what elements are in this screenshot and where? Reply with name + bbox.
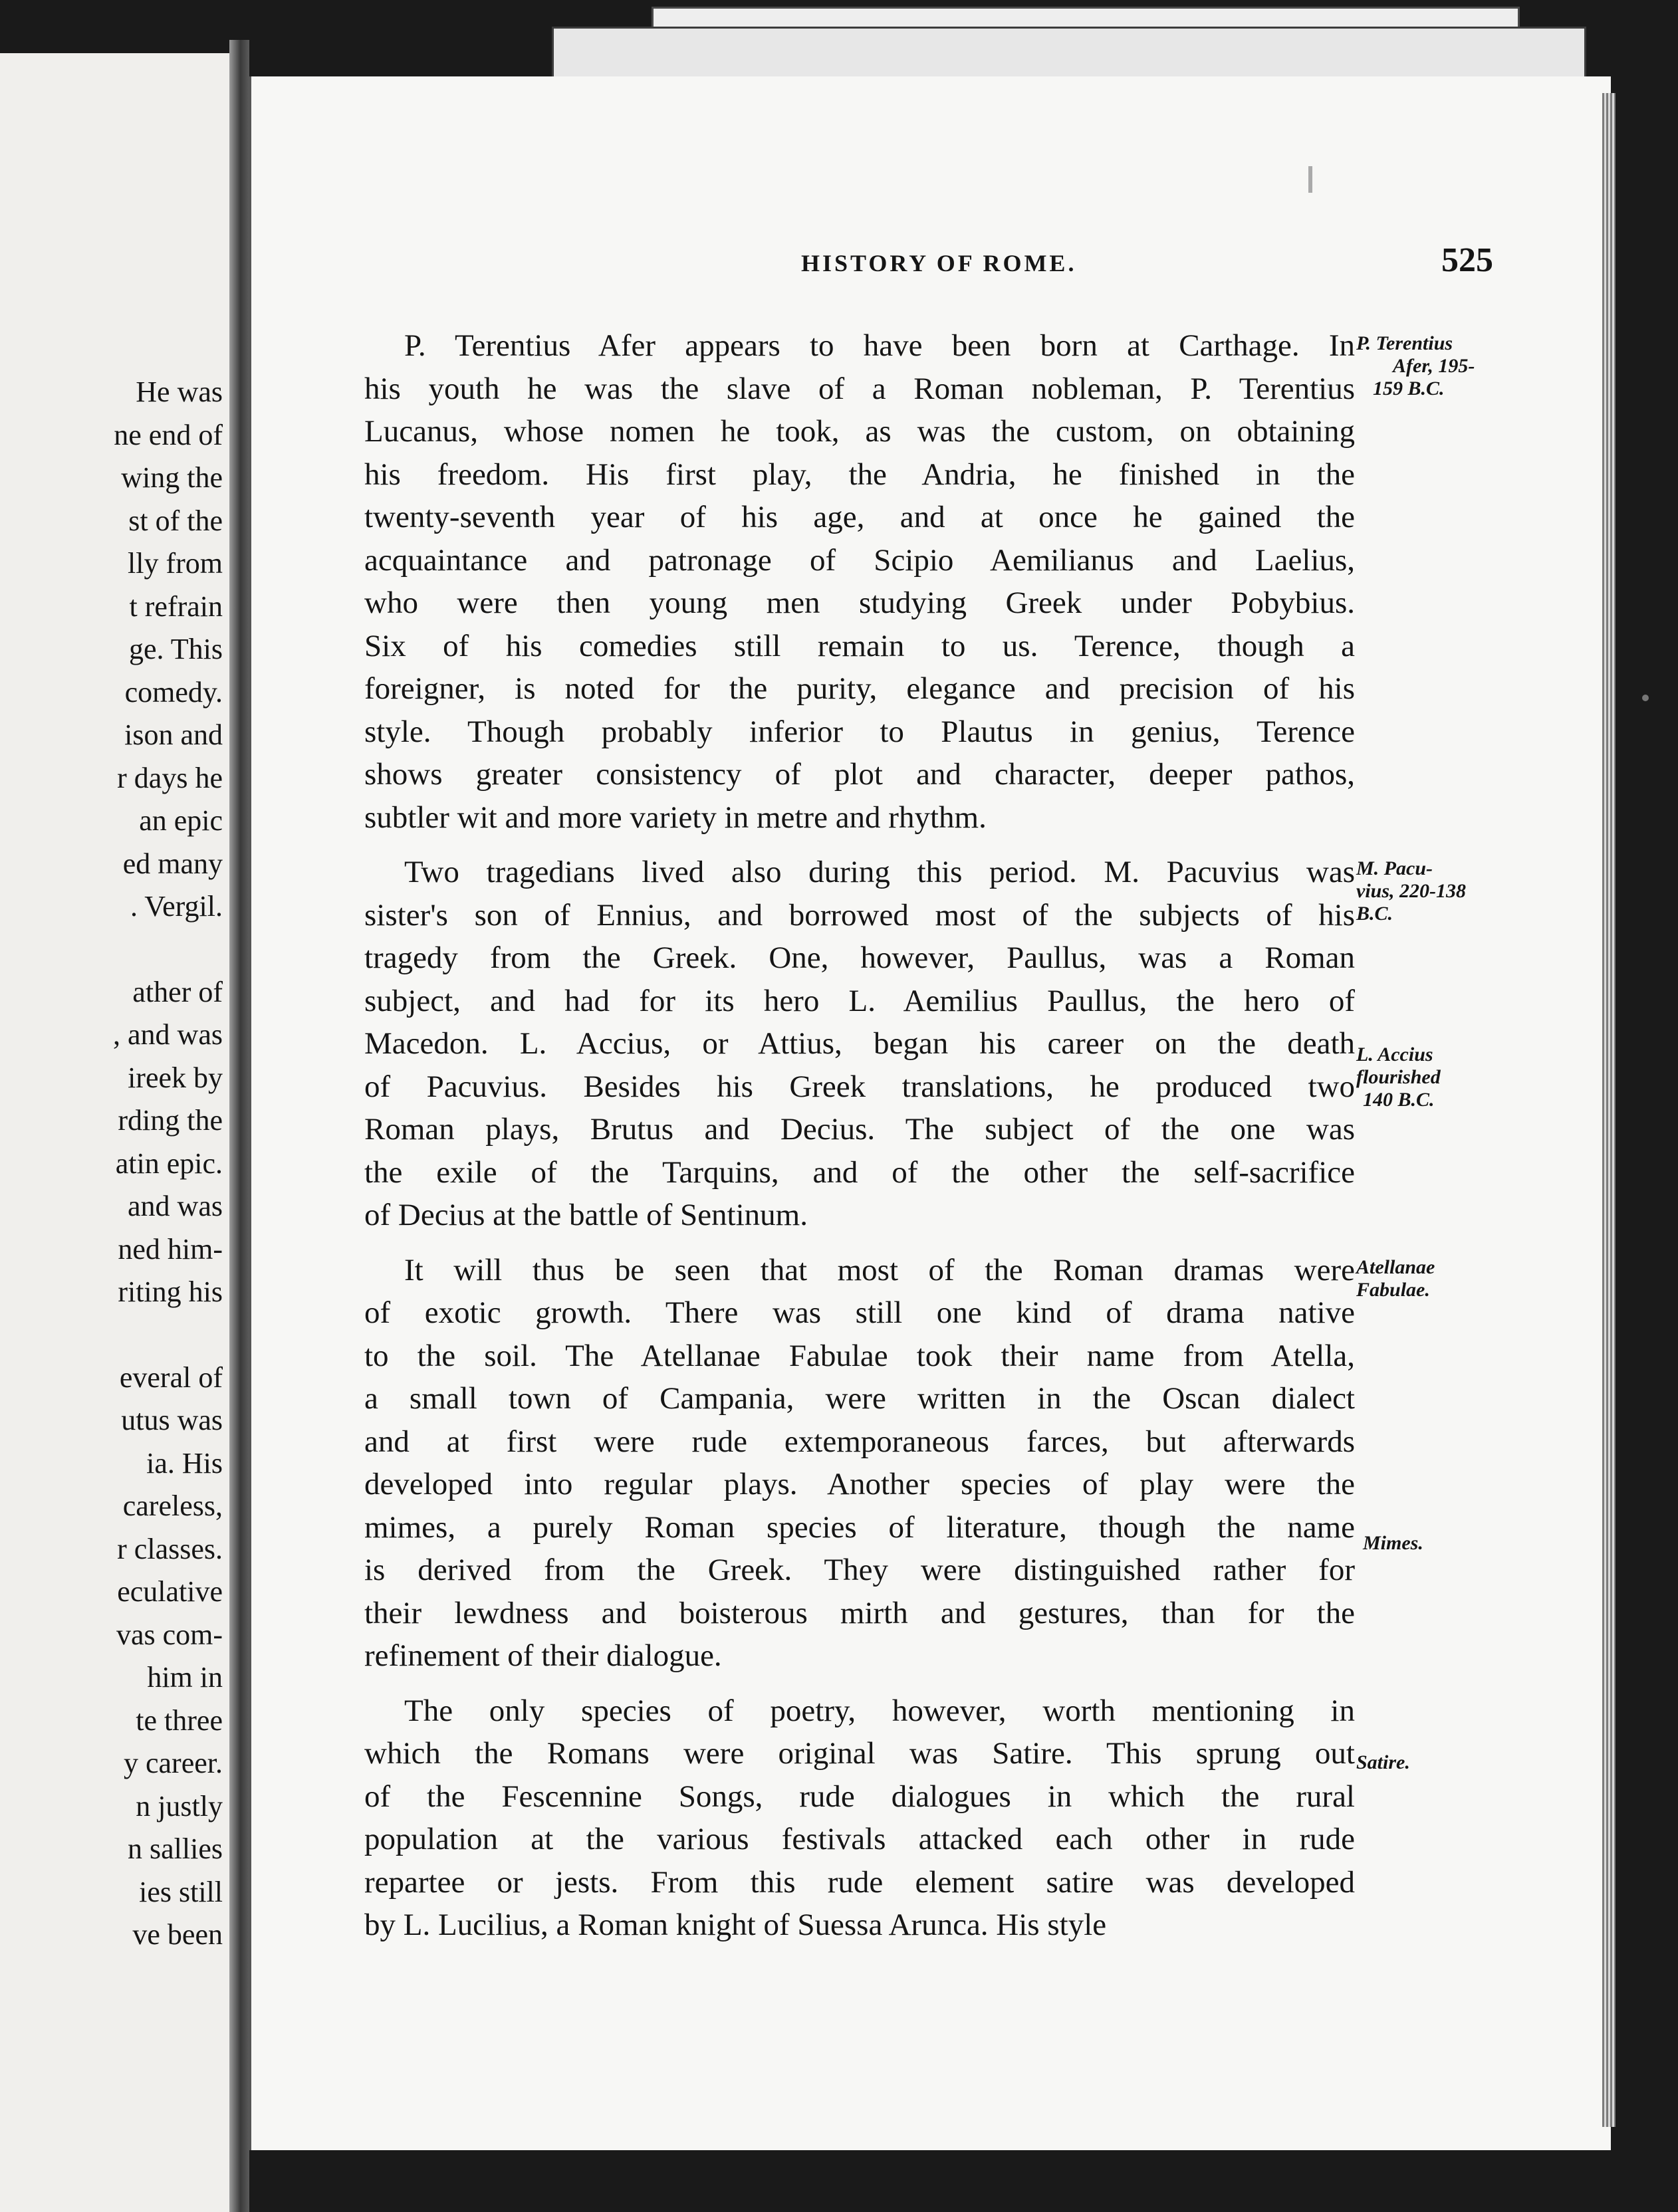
left-page-line: utus was — [121, 1404, 223, 1436]
text-line: sister's son of Ennius, and borrowed most of the subjects of his — [364, 897, 1355, 933]
left-page-line: comedy. — [124, 675, 223, 709]
left-page-line: , and was — [113, 1018, 223, 1051]
text-line: foreigner, is noted for the purity, elegance and precision of his — [364, 671, 1355, 706]
text-line: It will thus be seen that most of the Roman dramas were — [404, 1252, 1355, 1287]
text-line: and at first were rude extemporaneous farces, but afterwards — [364, 1424, 1355, 1459]
left-page-line: t refrain — [129, 590, 223, 623]
left-page-line: careless, — [122, 1490, 223, 1522]
text-line: of exotic growth. There was still one kind of drama native — [364, 1295, 1355, 1330]
text-line: subject, and had for its hero L. Aemilius Paullus, the hero of — [364, 983, 1355, 1018]
left-page-line: ia. His — [146, 1446, 223, 1480]
text-line: Six of his comedies still remain to us. Terence, though a — [364, 628, 1355, 663]
text-line: subtler wit and more variety in metre and rhythm. — [364, 800, 987, 835]
text-line: of Decius at the battle of Sentinum. — [364, 1198, 808, 1232]
text-line: of Pacuvius. Besides his Greek translations, he produced two — [364, 1069, 1355, 1104]
left-page-line: st of the — [128, 504, 223, 537]
left-page-line: ireek by — [128, 1061, 223, 1094]
text-line: a small town of Campania, were written in the Oscan dialect — [364, 1381, 1355, 1416]
text-line: style. Though probably inferior to Plautus in genius, Terence — [364, 714, 1355, 749]
dust-speck — [1642, 695, 1649, 701]
page-edges — [1602, 93, 1616, 2127]
left-page-line: ather of — [132, 975, 223, 1008]
left-page-line: ed many — [122, 847, 223, 880]
left-page — [0, 53, 229, 2212]
margin-note-mimes: Mimes. — [1363, 1532, 1423, 1554]
left-page-line: r classes. — [117, 1532, 223, 1565]
left-page-line: He was — [136, 376, 223, 408]
text-line: refinement of their dialogue. — [364, 1638, 722, 1673]
paragraph — [364, 324, 1355, 839]
text-line: shows greater consistency of plot and character, deeper pathos, — [364, 757, 1355, 792]
text-line: population at the various festivals attacked each other in rude — [364, 1822, 1355, 1856]
margin-note-terentius: P. Terentius Afer, 195- 159 B.C. — [1356, 332, 1475, 399]
left-page-line — [0, 1314, 223, 1357]
left-page-text — [0, 371, 223, 1957]
left-page-line: ned him- — [118, 1232, 223, 1266]
text-line: his youth he was the slave of a Roman nobleman, P. Terentius — [364, 371, 1355, 406]
margin-note-accius: L. Accius flourished 140 B.C. — [1356, 1044, 1441, 1111]
paragraph — [364, 851, 1355, 1237]
paragraph — [364, 1249, 1355, 1678]
left-page-line: ison and — [124, 719, 223, 751]
left-page-line: ne end of — [114, 418, 223, 451]
text-line: The only species of poetry, however, worth mentioning in — [404, 1693, 1355, 1728]
text-line: P. Terentius Afer appears to have been born at Carthage. In — [404, 328, 1355, 363]
left-page-line: atin epic. — [115, 1147, 223, 1180]
page-number: 525 — [1441, 241, 1493, 279]
running-head: HISTORY OF ROME. — [801, 250, 1077, 276]
margin-note-atellanae: Atellanae Fabulae. — [1356, 1256, 1435, 1301]
left-page-line: n sallies — [128, 1832, 223, 1865]
left-page-line — [0, 929, 223, 971]
left-page-line: . Vergil. — [130, 890, 223, 923]
text-line: Roman plays, Brutus and Decius. The subject of the one was — [364, 1112, 1355, 1147]
text-line: to the soil. The Atellanae Fabulae took their name from Atella, — [364, 1338, 1355, 1373]
text-line: Lucanus, whose nomen he took, as was the custom, on obtaining — [364, 414, 1355, 449]
left-page-line: r days he — [117, 761, 223, 794]
left-page-line: lly from — [128, 547, 223, 580]
text-line: mimes, a purely Roman species of literature, though the name — [364, 1509, 1355, 1545]
left-page-line: him in — [147, 1661, 223, 1694]
text-line: their lewdness and boisterous mirth and gestures, than for the — [364, 1595, 1355, 1630]
left-page-line: wing the — [121, 461, 223, 494]
left-page-line: riting his — [118, 1275, 223, 1308]
text-line: developed into regular plays. Another species of play were the — [364, 1467, 1355, 1501]
left-page-line: ies still — [139, 1875, 223, 1908]
left-page-line: rding the — [118, 1104, 223, 1137]
text-line: tragedy from the Greek. One, however, Paullus, was a Roman — [364, 940, 1355, 975]
text-line: his freedom. His first play, the Andria, he finished in the — [364, 457, 1355, 492]
text-line: Macedon. L. Accius, or Attius, began his career on the death — [364, 1026, 1355, 1061]
left-page-line: everal of — [119, 1361, 223, 1394]
left-page-line: an epic — [139, 804, 223, 837]
left-page-line: ge. This — [129, 633, 223, 665]
text-line: by L. Lucilius, a Roman knight of Suessa Arunca. His style — [364, 1908, 1107, 1942]
text-line: Two tragedians lived also during this period. M. Pacuvius was — [404, 855, 1355, 889]
text-line: who were then young men studying Greek under Pobybius. — [364, 586, 1355, 620]
left-page-line: y career. — [124, 1747, 223, 1779]
margin-note-pacuvius: M. Pacu- vius, 220-138 B.C. — [1356, 857, 1466, 925]
book-gutter — [229, 40, 249, 2212]
body-text — [364, 324, 1355, 1959]
left-page-line: te three — [136, 1704, 223, 1737]
left-page-line: and was — [128, 1190, 223, 1222]
text-line: is derived from the Greek. They were distinguished rather for — [364, 1553, 1355, 1587]
text-line: the exile of the Tarquins, and of the other the self-sacrifice — [364, 1155, 1355, 1190]
left-page-line: eculative — [117, 1575, 223, 1608]
paragraph — [364, 1690, 1355, 1947]
margin-note-satire: Satire. — [1356, 1751, 1410, 1773]
text-line: acquaintance and patronage of Scipio Aemilianus and Laelius, — [364, 542, 1355, 578]
left-page-line: vas com- — [116, 1618, 223, 1651]
left-page-line: n justly — [136, 1789, 223, 1823]
scan-mark — [1308, 166, 1312, 193]
text-line: repartee or jests. From this rude element satire was developed — [364, 1864, 1355, 1900]
text-line: twenty-seventh year of his age, and at once he gained the — [364, 500, 1355, 534]
left-page-line: ve been — [132, 1918, 223, 1951]
text-line: of the Fescennine Songs, rude dialogues in which the rural — [364, 1779, 1355, 1814]
text-line: which the Romans were original was Satire. This sprung out — [364, 1736, 1355, 1771]
